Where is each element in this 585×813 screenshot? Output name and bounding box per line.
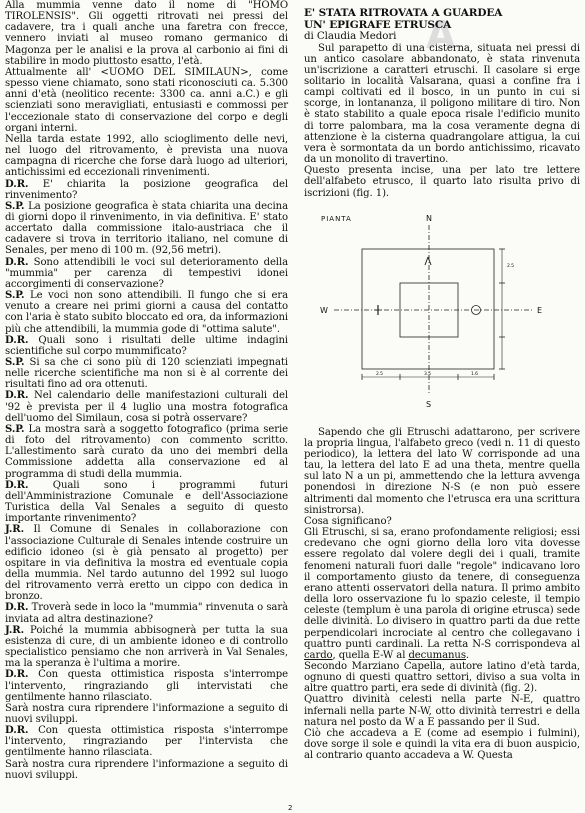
article-author: di Claudia Medori xyxy=(304,30,397,42)
interview-question: D.R. E' chiarita la posizione geografica del rinvenimento? xyxy=(5,178,288,201)
speaker-tag: S.P. xyxy=(5,423,25,435)
article-paragraph: Secondo Marziano Capella, autore latino d'età tarda, ognuno di questi quattro settori, diviso a sua volta in altre quattro parti, era sede di divinità (fig. 2). xyxy=(304,660,580,695)
interview-answer: J.R. Il Comune di Senales in collaborazione con l'associazione Culturale di Senales intende costruire un edificio idoneo (si è già pensato al progetto) per ospitare in via definitiva la mostra ed eventuale copia della mummia. Nel tardo autunno del 1992 sul luogo del ritrovamento verrà eretto un cippo con dedica in bronzo. xyxy=(5,524,288,603)
west-label: W xyxy=(320,305,328,315)
interview-question: D.R. Nel calendario delle manifestazioni culturali del '92 è prevista per il 4 luglio una mostra fotografica dell'uomo del Similaun, cosa si potrà osservare? xyxy=(5,390,288,424)
speaker-tag: D.R. xyxy=(5,479,29,491)
dim-label: 2.5 xyxy=(376,371,383,377)
speaker-tag: D.R. xyxy=(5,390,29,402)
interview-question: D.R. Con questa ottimistica risposta s'interrompe l'intervento, ringraziando per l'intervista che gentilmente hanno rilasciata. xyxy=(5,725,288,759)
interview-answer: S.P. Si sa che ci sono più di 120 scienziati impegnati nelle ricerche scientifiche ma non si è al corrente dei risultati fino ad ora ottenuti. xyxy=(5,357,288,391)
speaker-tag: D.R. xyxy=(5,178,29,190)
decumanus-term: decumanus xyxy=(408,649,466,661)
east-label: E xyxy=(537,305,542,315)
article-title-line1: E' STATA RITROVATA A GUARDEA xyxy=(304,7,503,19)
pi-inscription-mark xyxy=(425,257,431,265)
south-label: S xyxy=(426,399,431,409)
interview-answer: J.R. Poiché la mummia abbisognerà per tutta la sua esistenza di cure, di un ambiente idoneo e di controllo specialistico pensiamo che non arriverà in Val Senales, ma la speranza è l'ultima a morire. xyxy=(5,624,288,670)
article-paragraph: Questo presenta incise, una per lato tre lettere dell'alfabeto etrusco, il quarto lato risulta privo di iscrizioni (fig. 1). xyxy=(304,165,580,199)
interview-answer: S.P. La posizione geografica è stata chiarita una decina di giorni dopo il rinvenimento, in via definitiva. E' stato accertato dalla commissione italo-austriaca che il cadavere si trova in territorio italiano, nel comune di Senales, per meno di 100 m. (92,56 metri). xyxy=(5,200,288,257)
article-paragraph: Ciò che accadeva a E (come ad esempio i fulmini), dove sorge il sole e quindi la vita era di buon auspicio, al contrario quanto accadeva a W. Questa xyxy=(304,727,580,762)
cistern-plan-figure xyxy=(304,207,580,419)
figure-label: PIANTA xyxy=(321,214,352,223)
interview-column xyxy=(5,0,288,781)
interview-paragraph: Sarà nostra cura riprendere l'informazione a seguito di nuovi sviluppi. xyxy=(5,758,288,781)
speaker-tag: D.R. xyxy=(5,602,29,614)
article-column xyxy=(304,8,580,761)
interview-paragraph: Sarà nostra cura riprendere l'informazione a seguito di nuovi sviluppi. xyxy=(5,702,288,725)
interview-paragraph: Attualmente all' <UOMO DEL SIMILAUN>, come spesso viene chiamato, sono stati riconosciuti ca. 5.300 anni d'età (neolitico recente: 3300 ca. anni a.C.) e gli scienziati sono meravigliati, entusiasti e commossi per l'eccezionale stato di conservazione del corpo e degli organi interni. xyxy=(5,66,288,134)
outer-rim xyxy=(362,249,494,369)
dim-label: 1.6 xyxy=(471,371,478,377)
speaker-tag: D.R. xyxy=(5,669,29,681)
interview-question: D.R. Quali sono i programmi futuri dell'Amministrazione Comunale e dell'Associazione Turistica della Val Senales a seguito di questo importante rinvenimento? xyxy=(5,479,288,525)
interview-question: D.R. Sono attendibili le voci sul deterioramento della "mummia" per carenza di tempestivi idonei accorgimenti di conservazione? xyxy=(5,256,288,290)
cardo-term: cardo xyxy=(304,649,333,661)
speaker-tag: J.R. xyxy=(5,524,25,536)
page-number: 2 xyxy=(288,804,293,812)
article-paragraph: Quattro divinità celesti nella parte N-E, quattro infernali nella parte N-W, otto divinità terrestri e della natura nel posto da W a E passando per il Sud. xyxy=(304,694,580,728)
dim-label: 2.5 xyxy=(507,263,514,269)
cistern-plan-drawing xyxy=(304,207,580,419)
interview-paragraph: Nella tarda estate 1992, allo scioglimento delle nevi, nel luogo del ritrovamento, è prevista una nuova campagna di ricerche che forse darà luogo ad ulteriori, antichissimi ed eccezionali rinvenimenti. xyxy=(5,133,288,179)
article-paragraph: Cosa significano? xyxy=(304,515,392,527)
speaker-tag: J.R. xyxy=(5,624,25,636)
interview-paragraph: Alla mummia venne dato il nome di "HOMO TIROLENSIS". Gli oggetti ritrovati nei pressi del cadavere, tra i quali anche una faretra con frecce, vennero inviati al museo romano germanico di Magonza per le analisi e la prova al carbonio ai fini di stabilire in modo piuttosto esatto, l'età. xyxy=(5,0,288,67)
speaker-tag: D.R. xyxy=(5,256,29,268)
article-paragraph: Sapendo che gli Etruschi adattarono, per scrivere la propria lingua, l'alfabeto greco (vedi n. 11 di questo periodico), la lettera del lato W corrisponde ad una tau, la lettera del lato E ad una theta, mentre quella sul lato N a un pi, ammettendo che la lettura avvenga ponendosi in direzione N-S (e non può essere altrimenti dal momento che l'etrusca era una scrittura sinistrorsa). xyxy=(304,426,580,516)
speaker-tag: D.R. xyxy=(5,725,29,737)
speaker-tag: S.P. xyxy=(5,290,25,302)
article-paragraph: Sul parapetto di una cisterna, situata nei pressi di un antico casolare abbandonato, è stata rinvenuta un'iscrizione a caratteri etruschi. Il casolare si erge solitario in località Valsarana, quasi a confine fra i campi coltivati ed il bosco, in un punto in cui si scorge, in lontananza, il poligono militare di tiro. Non è stato stabilito a quale epoca risale l'edificio munito di torre palombara, ma la cosa veramente degna di attenzione è la cisterna quadrangolare attigua, la cui vera è sormontata da un bordo antichissimo, ricavato da un monolito di travertino. xyxy=(304,42,580,166)
speaker-tag: D.R. xyxy=(5,334,29,346)
speaker-tag: S.P. xyxy=(5,357,25,368)
interview-question: D.R. Troverà sede in loco la "mummia" rinvenuta o sarà inviata ad altra destinazione? xyxy=(5,602,288,625)
north-label: N xyxy=(426,213,432,223)
article-title-line2: UN' EPIGRAFE ETRUSCA xyxy=(304,18,452,31)
watermark-letter: A xyxy=(426,13,458,57)
interview-answer: S.P. Le voci non sono attendibili. Il fungo che si era venuto a creare nei primi giorni a causa del contatto con l'aria è stato subito bloccato ed ora, da informazioni più che attendibili, la mummia gode di "ottima salute". xyxy=(5,290,288,335)
interview-answer: S.P. La mostra sarà a soggetto fotografico (prima serie di foto del ritrovamento) con commento scritto. L'allestimento sarà curato da uno dei membri della Commissione addetta alla conservazione ed al programma di studi della mummia. xyxy=(5,423,288,480)
interview-question: D.R. Quali sono i risultati delle ultime indagini scientifiche sul corpo mummificato? xyxy=(5,334,288,357)
article-paragraph: Gli Etruschi, si sa, erano profondamente religiosi; essi credevano che ogni giorno della loro vita dovesse essere regolato dal volere degli dei i quali, tramite fenomeni naturali fuori dalle "regole" indicavano loro il comportamento giusto da tenere, di conseguenza erano attenti osservatori della natura. Il primo ambito della loro osservazione fu lo spazio celeste, il tempio celeste (templum è una parola di origine etrusca) sede delle divinità. Lo divisero in quattro parti da due rette perpendicolari incrociate al centro che collegavano i quattro punti cardinali. La retta N-S corrispondeva al cardo, quella E-W al decumanus. xyxy=(304,527,580,661)
interview-question: D.R. Con questa ottimistica risposta s'interrompe l'intervento, ringraziando gli intervistati che gentilmente hanno rilasciato. xyxy=(5,669,288,703)
dim-label: 3.5 xyxy=(424,371,431,377)
speaker-tag: S.P. xyxy=(5,200,25,212)
